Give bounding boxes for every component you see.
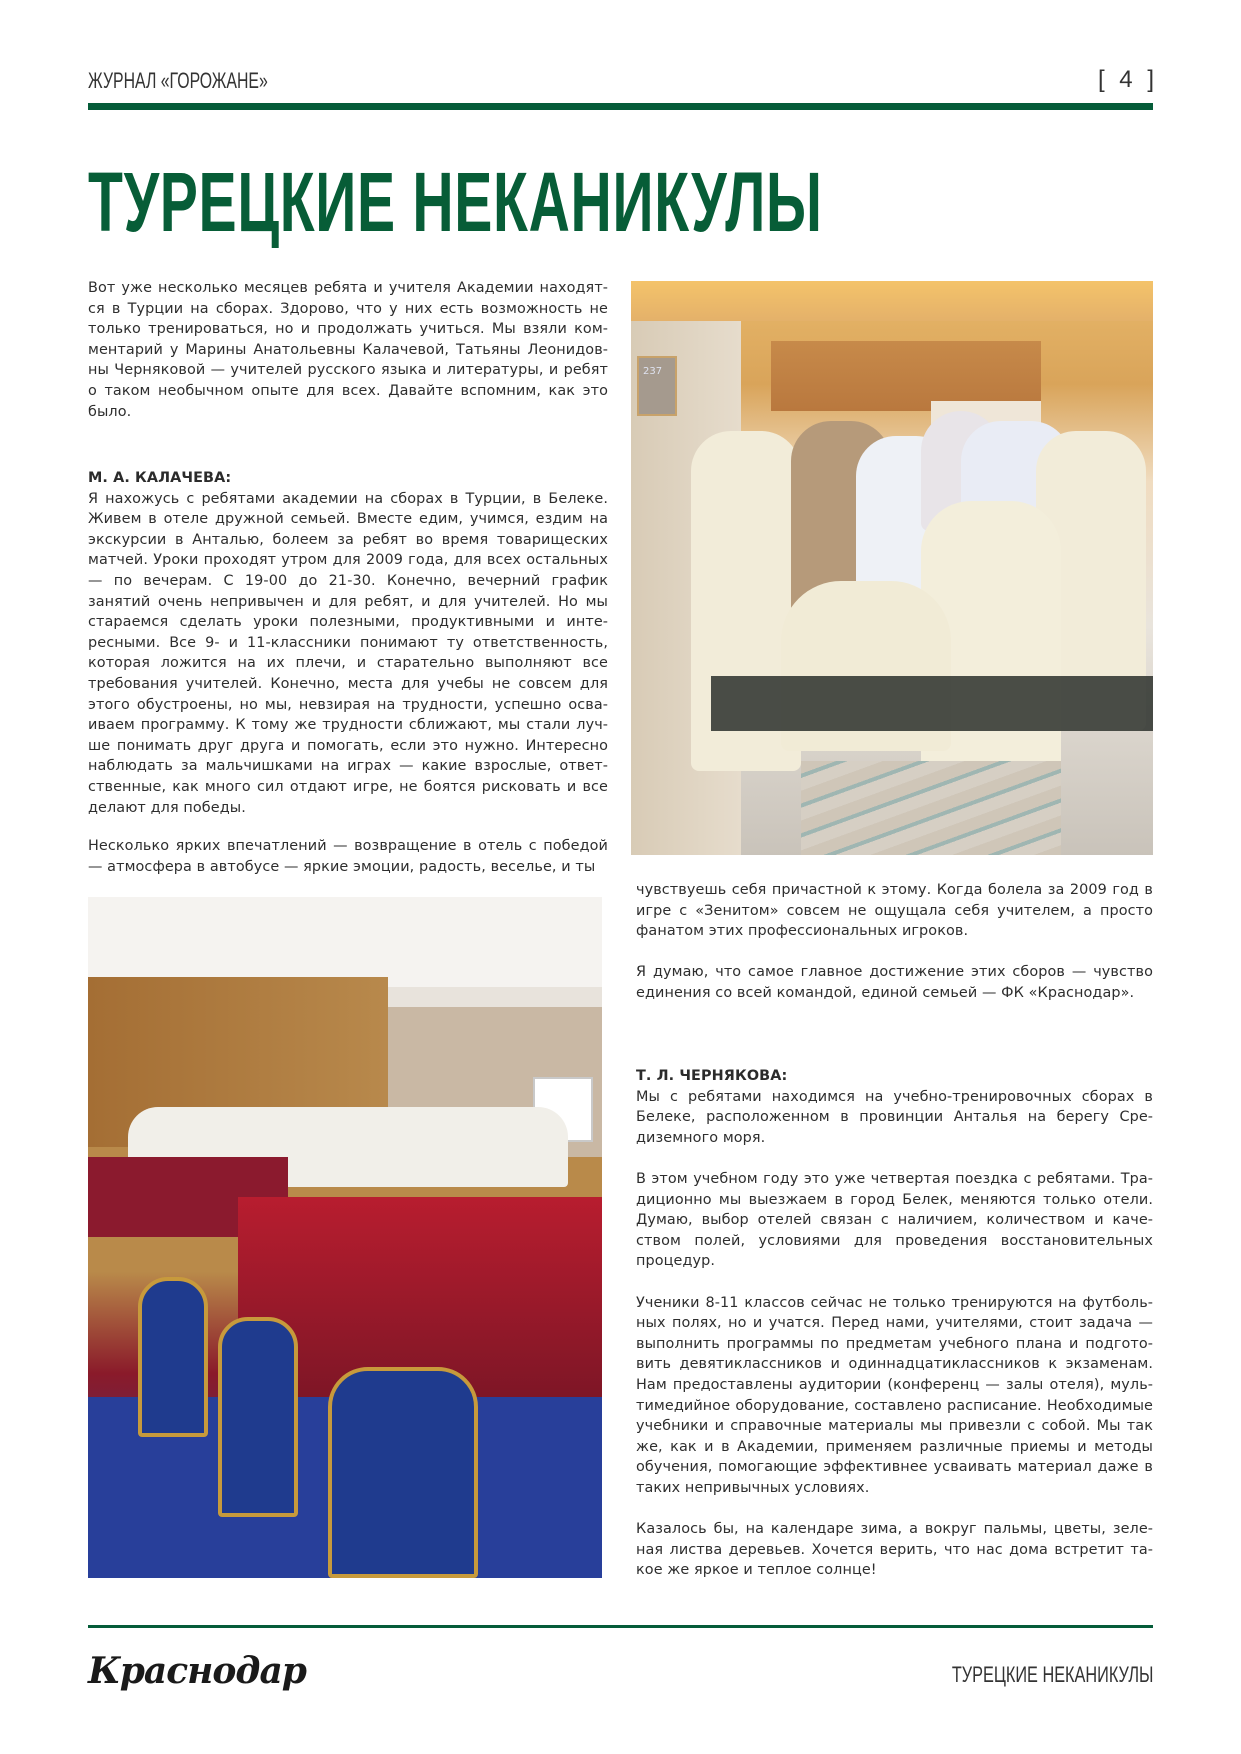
section-kalacheva-end xyxy=(636,880,1153,1004)
ceiling xyxy=(88,897,602,987)
article-intro xyxy=(88,278,608,422)
chair xyxy=(218,1317,298,1517)
footer-section-title: ТУРЕЦКИЕ НЕКАНИКУЛЫ xyxy=(951,1662,1153,1687)
section-kalacheva-continued xyxy=(88,836,608,877)
article-title: ТУРЕЦКИЕ НЕКАНИКУЛЫ xyxy=(88,155,823,249)
header-divider xyxy=(88,103,1153,110)
paragraph: Я думаю, что самое главное достижение этих сборов — чувство единения со всей командой, единой семьей — ФК «Краснодар». xyxy=(636,964,1153,1001)
chair xyxy=(138,1277,208,1437)
photo-group-hotel-corridor xyxy=(631,281,1153,855)
page-number: [ 4 ] xyxy=(1097,66,1158,93)
paragraph: Казалось бы, на календаре зима, а вокруг пальмы, цветы, зеленая листва деревьев. Хочется верить, что нас дома встретит такое же яркое и теплое солнце! xyxy=(636,1521,1153,1579)
chair xyxy=(328,1367,478,1578)
ceiling-light xyxy=(631,281,1153,321)
intro-paragraph: Вот уже несколько месяцев ребята и учителя Академии находятся в Турции на сборах. Здорово, что у них есть возможность не только тренироваться, но и продолжать учиться. Мы взяли комментарий у Марины Анатольевны Калачевой, Татьяны Леонидовны Черняковой — учителей русского языка и литературы, и ребят о таком необычном опыте для всех. Давайте вспомним, как это было. xyxy=(88,280,608,420)
room-number: 237 xyxy=(643,366,663,377)
paragraph: Я нахожусь с ребятами академии на сборах в Турции, в Белеке. Живем в отеле дружной семьей. Вместе едим, учимся, ездим на экскурсии в Анталью, болеем за ребят во время товарищеских матчей. Уроки проходят утром для 2009 года, для всех остальных — по вечерам. С 19-00 до 21-30. Конечно, вечерний график занятий очень непривычен и для ребят, и для учителей. Но мы стараемся сделать уроки полезными, продуктивными и интересными. Все 9- и 11-классники понимают ту ответственность, которая ложится на их плечи, и старательно выполняют все требования учителей. Конечно, места для учебы не совсем для этого обустроены, но мы, невзирая на трудности, успешно осваиваем программу. К тому же трудности сближают, мы стали лучше понимать друг друга и помогать, если это нужно. Интересно наблюдать за мальчишками на играх — какие взрослые, ответственные, как много сил отдают игре, не боятся рисковать и все делают для победы. xyxy=(88,490,608,816)
section-heading: Т. Л. ЧЕРНЯКОВА: xyxy=(636,1068,788,1084)
shorts-row xyxy=(711,676,1153,731)
section-heading: М. А. КАЛАЧЕВА: xyxy=(88,470,232,486)
section-kalacheva xyxy=(88,468,608,839)
paragraph: Ученики 8-11 классов сейчас не только тренируются на футбольных полях, но и учатся. Перед нами, учителями, стоит задача — выполнить программы по предметам учебного плана и подготовить девятиклассников и одиннадцатиклассников к экзаменам. Нам предоставлены аудитории (конференц — залы отеля), мультимедийное оборудование, составлено расписание. Необходимые учебники и справочные материалы мы привезли с собой. Мы так же, как и в Академии, применяем различные приемы и методы обучения, помогающие эффективнее усваивать материал даже в таких непривычных условиях. xyxy=(636,1294,1153,1496)
room-number-plate xyxy=(637,356,677,416)
paragraph: Несколько ярких впечатлений — возвращение в отель с победой — атмосфера в автобусе — яркие эмоции, радость, веселье, и ты xyxy=(88,838,608,875)
section-chernyakova xyxy=(636,1066,1153,1581)
paragraph: Мы с ребятами находимся на учебно-тренировочных сборах в Белеке, расположенном в провинции Анталья на берегу Средиземного моря. xyxy=(636,1088,1153,1146)
paragraph: В этом учебном году это уже четвертая поездка с ребятами. Традиционно мы выезжаем в город Белек, меняются только отели. Думаю, выбор отелей связан с наличием, количеством и качеством полей, условиями для проведения восстановительных процедур. xyxy=(636,1170,1153,1270)
magazine-name: ЖУРНАЛ «ГОРОЖАНЕ» xyxy=(88,68,268,93)
krasnodar-logo: Краснодар xyxy=(88,1650,306,1692)
footer-divider xyxy=(88,1625,1153,1628)
carpet xyxy=(801,761,1061,855)
photo-classroom-lesson xyxy=(88,897,602,1578)
paragraph: чувствуешь себя причастной к этому. Когда болела за 2009 год в игре с «Зенитом» совсем не ощущала себя учителем, а просто фанатом этих профессиональных игроков. xyxy=(636,882,1153,940)
